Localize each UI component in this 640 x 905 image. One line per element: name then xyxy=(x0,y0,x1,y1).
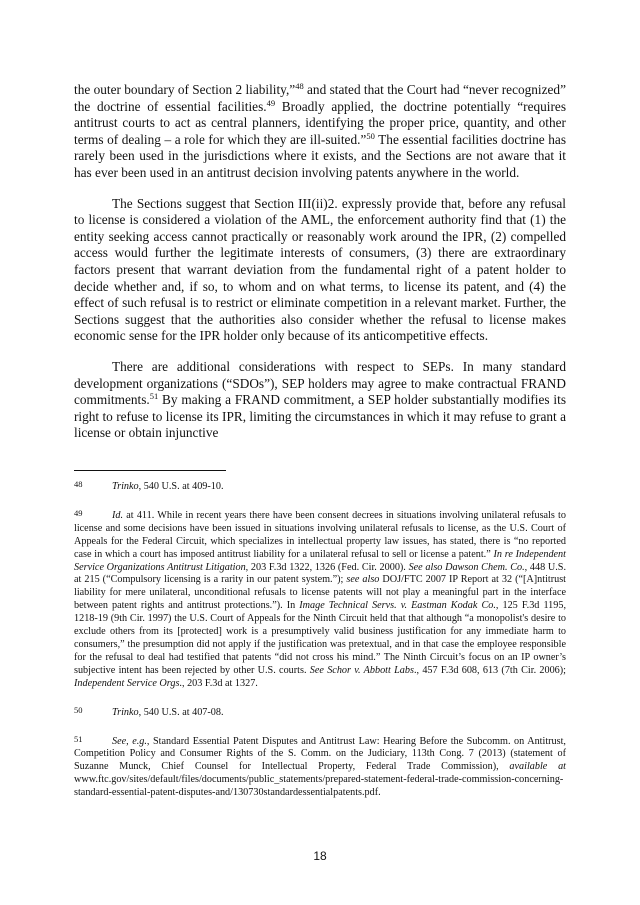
footnote-url[interactable]: www.ftc.gov/sites/default/files/documents/public_statements/prepared-statement-federal-trade-commission-concerning-standard-essential-patent-disputes-and/130730standardessentialpatents.pdf. xyxy=(74,774,564,799)
footnote-ref-48[interactable]: 48 xyxy=(295,81,304,91)
footnote-ref-50[interactable]: 50 xyxy=(366,130,375,141)
footnote-48: 48 Trinko, 540 U.S. at 409-10. xyxy=(74,479,224,492)
footnote-number: 50 xyxy=(74,704,83,715)
footnote-49: 49 Id. at 411. While in recent years there have been consent decrees in situations involving unilateral refusals to license and some decisions have been issued in situations involving unilateral refusals to license, as the U.S. Court of Appeals for the Federal Circuit, which specializes in intellectual property law issues, has stated, there is “no reported case in which a court has imposed antitrust liability for a unilateral refusal to sell or license a patent.” In re Independent Service Organizations Antitrust Litigation, 203 F.3d 1322, 1326 (Fed. Cir. 2000). See also Dawson Chem. Co., 448 U.S. at 215 (“Compulsory licensing is a rarity in our patent system.”); see also DOJ/FTC 2007 IP Report at 32 (“[A]ntitrust liability for mere unilateral, unconditional refusals to license patents will not play a meaningful part in the interface between patent rights and antitrust protections.”). In Image Technical Servs. v. Eastman Kodak Co., 125 F.3d 1195, 1218-19 (9th Cir. 1997) the U.S. Court of Appeals for the Ninth Circuit held that that although “a monopolist's desire to exclude others from its [protected] work is a presumptively valid business justification for any immediate harm to consumers,” the presumption did not apply if the justification was pretextual, and in that case the employee responsible for the refusal to deal had testified that patents “did not cross his mind.” The Ninth Circuit’s focus on an IP owner’s subjective intent has been rejected by other U.S. courts. See Schor v. Abbott Labs., 457 F.3d 608, 613 (7th Cir. 2006); Independent Service Orgs., 203 F.3d at 1327. xyxy=(74,507,567,689)
footnotes xyxy=(74,478,566,813)
footnote-separator xyxy=(74,470,226,471)
paragraph-2: The Sections suggest that Section III(ii)2. expressly provide that, before any refusal to license is considered a violation of the AML, the enforcement authority find that (1) the entity seeking access cannot practically or reasonably work around the IPR, (2) compelled access would further the legitimate interests of consumers, (3) there are extraordinary factors present that warrant deviation from the fundamental right of a patent holder to decide whether and, if so, to whom and on what terms, to license its patent, and (4) the effect of such refusal is to restrict or eliminate competition in a relevant market. Further, the Sections suggest that the authorities also consider whether the refusal to license makes economic sense for the IPR holder only because of its anticompetitive effects. xyxy=(74,195,566,344)
footnote-ref-49[interactable]: 49 xyxy=(266,97,276,108)
footnote-50: 50 Trinko, 540 U.S. at 407-08. xyxy=(74,704,224,718)
paragraph-3: There are additional considerations with respect to SEPs. In many standard development organizations (“SDOs”), SEP holders may agree to make contractual FRAND commitments.$^{51}$ By making a FRAND commitment, a SEP holder substantially modifies its right to refuse to license its IPR, limiting the circumstances in which it may refuse to grant a license or obtain injunctive xyxy=(74,358,566,441)
body-text xyxy=(74,82,566,456)
footnote-number: 51 xyxy=(74,733,83,744)
footnote-51: 51 See, e.g., Standard Essential Patent Disputes and Antitrust Law: Hearing Before the Subcomm. on Antitrust, Competition Policy and Consumer Rights of the S. Comm. on the Judiciary, 113th Cong. 7 (2013) (statement of Suzanne Munck, Chief Counsel for Intellectual Property, Federal Trade Commission), available at www.ftc.gov/sites/default/files/documents/public_statements/prepared-statement-federal-trade-commission-concerning-standard-essential-patent-disputes-and/130730standardessentialpatents.pdf. xyxy=(74,733,566,799)
page-number: 18 xyxy=(313,849,327,863)
footnote-number: 49 xyxy=(74,507,83,518)
footnote-ref-51[interactable]: 51 xyxy=(149,391,159,402)
footnote-number: 48 xyxy=(74,479,83,489)
paragraph-1: the outer boundary of Section 2 liability,”$^{48}$ and stated that the Court had “never recognized” the doctrine of essential facilities.$^{49}$ Broadly applied, the doctrine potentially “requires antitrust courts to act as central planners, identifying the proper price, quantity, and other terms of dealing – a role for which they are ill-suited.”$^{50}$ The essential facilities doctrine has rarely been used in the jurisdictions where it exists, and the Sections are not aware that it has ever been used in an antitrust decision involving patents anywhere in the world. xyxy=(74,81,567,180)
